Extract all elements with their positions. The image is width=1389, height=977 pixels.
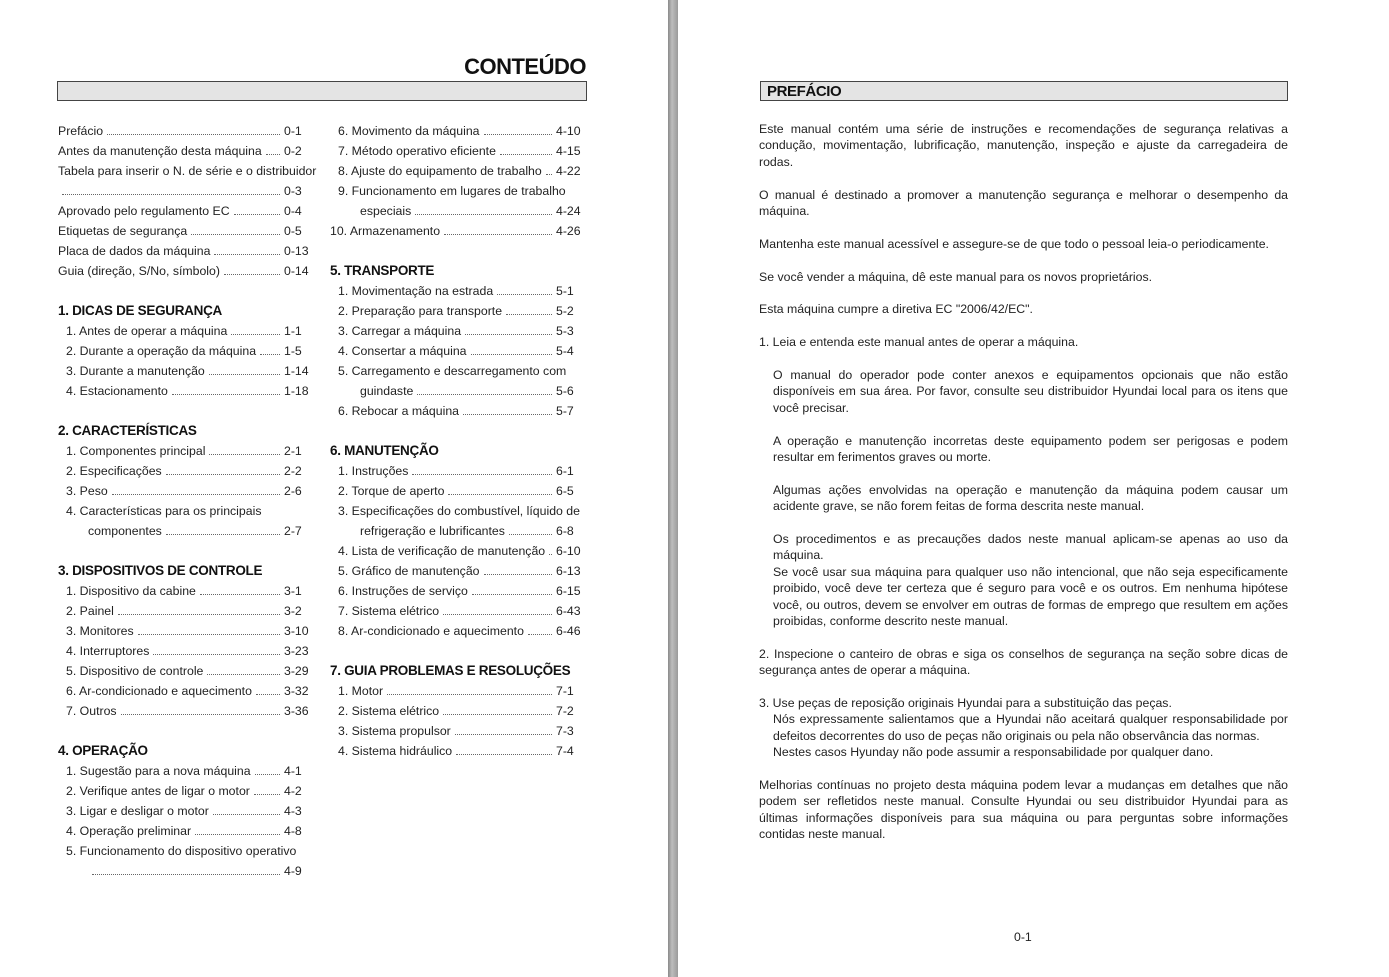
- preface-title: PREFÁCIO: [767, 83, 842, 100]
- toc-entry-page: 4-15: [556, 144, 581, 158]
- toc-section-heading: 5. TRANSPORTE: [330, 263, 435, 278]
- toc-entry[interactable]: [330, 281, 586, 301]
- toc-entry-label: 7. Outros: [66, 704, 117, 718]
- toc-entry-page: 7-2: [556, 704, 574, 718]
- toc-entry-page: 3-1: [284, 584, 302, 598]
- toc-entry[interactable]: [330, 621, 586, 641]
- preface-paragraph: Melhorias contínuas no projeto desta máquina podem levar a mudanças em detalhes que não podem ser refletidos neste manual. Consulte Hyundai ou seu distribuidor Hyundai para as últimas informações disponíveis para sua máquina ou para perguntas sobre informações contidas neste manual.: [759, 778, 1288, 842]
- toc-entry-page: 6-13: [556, 564, 581, 578]
- toc-entry[interactable]: [330, 581, 586, 601]
- toc-entry-label: 4. Interruptores: [66, 644, 150, 658]
- toc-entry-label: Tabela para inserir o N. de série e o distribuidor: [58, 164, 317, 178]
- toc-leader-dots: [107, 133, 280, 135]
- toc-leader-dots: [546, 173, 552, 175]
- preface-paragraph: Se você usar sua máquina para qualquer uso não intencional, que não seja especificamente proibido, você deve ter certeza que é seguro para você e os outros. Em nenhuma hipótese você, ou outros, devem se envolver em outras de formas de emprego que resultem em ações proibidas, conforme descrito neste manual.: [773, 564, 1288, 629]
- toc-entry[interactable]: [58, 861, 314, 881]
- toc-entry[interactable]: [330, 301, 586, 321]
- toc-entry[interactable]: [58, 801, 314, 821]
- toc-leader-dots: [254, 793, 280, 795]
- toc-entry-label: 4. Lista de verificação de manutenção: [338, 544, 546, 558]
- toc-entry-page: 2-7: [284, 524, 302, 538]
- toc-entry-page: 2-2: [284, 464, 302, 478]
- toc-entry-label: 1. Antes de operar a máquina: [66, 324, 228, 338]
- toc-entry-page: 5-7: [556, 404, 574, 418]
- toc-title: CONTEÚDO: [464, 54, 586, 79]
- toc-leader-dots: [417, 393, 552, 395]
- preface-body: [759, 121, 1288, 859]
- toc-leader-dots: [224, 273, 280, 275]
- toc-leader-dots: [207, 673, 280, 675]
- toc-section-heading: 3. DISPOSITIVOS DE CONTROLE: [58, 563, 263, 578]
- toc-leader-dots: [500, 153, 552, 155]
- toc-entry-label: 2. Torque de aperto: [338, 484, 445, 498]
- toc-leader-dots: [255, 773, 280, 775]
- toc-leader-dots: [256, 693, 280, 695]
- toc-leader-dots: [497, 293, 552, 295]
- toc-leader-dots: [506, 313, 552, 315]
- toc-entry[interactable]: [58, 821, 314, 841]
- preface-paragraph: Este manual contém uma série de instruções e recomendações de segurança relativas a condução, movimentação, lubrificação, manutenção, inspeção e ajuste da carregadeira de rodas.: [759, 122, 1288, 169]
- preface-paragraph: 3. Use peças de reposição originais Hyundai para a substituição das peças.: [759, 696, 1172, 711]
- toc-entry[interactable]: [58, 321, 314, 341]
- toc-entry-page: 1-18: [284, 384, 309, 398]
- toc-entry[interactable]: [58, 221, 314, 241]
- toc-leader-dots: [118, 613, 280, 615]
- toc-entry-label: 3. Durante a manutenção: [66, 364, 205, 378]
- toc-leader-dots: [463, 413, 552, 415]
- preface-paragraph: Algumas ações envolvidas na operação e manutenção da máquina podem causar um acidente grave, se não forem feitas de forma descrita neste manual.: [773, 482, 1288, 514]
- toc-leader-dots: [62, 193, 280, 195]
- toc-entry[interactable]: [58, 341, 314, 361]
- toc-entry-label: 3. Sistema propulsor: [338, 724, 451, 738]
- toc-column-1: [58, 121, 317, 881]
- toc-leader-dots: [260, 353, 280, 355]
- toc-entry[interactable]: [58, 641, 314, 661]
- toc-entry[interactable]: [330, 601, 586, 621]
- toc-entry[interactable]: [330, 321, 586, 341]
- toc-entry[interactable]: [330, 481, 586, 501]
- toc-entry-page: 6-10: [556, 544, 581, 558]
- toc-entry[interactable]: [330, 141, 586, 161]
- toc-entry[interactable]: [330, 461, 586, 481]
- toc-entry-label: 7. Sistema elétrico: [338, 604, 440, 618]
- toc-entry-page: 5-2: [556, 304, 574, 318]
- toc-entry-label: 2. Painel: [66, 604, 114, 618]
- toc-entry[interactable]: [58, 441, 314, 461]
- toc-entry[interactable]: [58, 161, 317, 181]
- preface-paragraph: 1. Leia e entenda este manual antes de operar a máquina.: [759, 335, 1079, 350]
- preface-paragraph: Mantenha este manual acessível e assegure-se de que todo o pessoal leia-o periodicamente.: [759, 236, 1269, 251]
- toc-entry-label: 8. Ajuste do equipamento de trabalho: [338, 164, 542, 178]
- toc-entry[interactable]: [330, 181, 586, 201]
- toc-leader-dots: [444, 233, 552, 235]
- preface-paragraph: O manual do operador pode conter anexos e equipamentos opcionais que não estão disponíveis em sua área. Por favor, consulte seu distribuidor Hyundai local para os itens que você precisar.: [773, 368, 1288, 415]
- toc-entry[interactable]: [58, 761, 314, 781]
- toc-spacer: [330, 421, 586, 441]
- preface-paragraph: Se você vender a máquina, dê este manual para os novos proprietários.: [759, 269, 1153, 284]
- toc-entry-page: 4-8: [284, 824, 302, 838]
- toc-leader-dots: [465, 333, 552, 335]
- toc-entry-label: 1. Componentes principal: [66, 444, 206, 458]
- toc-entry-page: 4-22: [556, 164, 581, 178]
- toc-leader-dots: [153, 653, 280, 655]
- toc-entry-page: 1-5: [284, 344, 302, 358]
- toc-entry-label: 2. Especificações: [66, 464, 162, 478]
- toc-entry[interactable]: [330, 501, 586, 521]
- toc-entry-page: 4-3: [284, 804, 302, 818]
- toc-entry-page: 5-6: [556, 384, 574, 398]
- toc-leader-dots: [266, 153, 280, 155]
- preface-paragraph: O manual é destinado a promover a manutenção segurança e melhorar o desempenho da máquina.: [759, 187, 1288, 219]
- toc-entry-label: 3. Carregar a máquina: [338, 324, 462, 338]
- preface-paragraph: 2. Inspecione o canteiro de obras e siga os conselhos de segurança na seção sobre dicas de segurança antes de operar a máquina.: [759, 646, 1288, 678]
- preface-page: [678, 0, 1389, 977]
- toc-entry-label: 4. Características para os principais: [66, 504, 262, 518]
- toc-entry-label: 3. Monitores: [66, 624, 134, 638]
- toc-leader-dots: [172, 393, 280, 395]
- toc-leader-dots: [456, 753, 552, 755]
- toc-entry[interactable]: [58, 701, 314, 721]
- toc-entry-label: 9. Funcionamento em lugares de trabalho: [338, 184, 566, 198]
- toc-entry-label: Guia (direção, S/No, símbolo): [58, 264, 220, 278]
- toc-section-heading: 1. DICAS DE SEGURANÇA: [58, 303, 222, 318]
- toc-leader-dots: [455, 733, 552, 735]
- toc-entry-page: 7-3: [556, 724, 574, 738]
- toc-leader-dots: [92, 873, 280, 875]
- toc-section-heading: 2. CARACTERÍSTICAS: [58, 423, 197, 438]
- preface-paragraph: Nestes casos Hyunday não pode assumir a responsabilidade por qualquer dano.: [773, 745, 1214, 760]
- toc-entry-page: 3-36: [284, 704, 309, 718]
- toc-entry[interactable]: [58, 481, 314, 501]
- toc-entry-label: 6. Ar-condicionado e aquecimento: [66, 684, 252, 698]
- toc-leader-dots: [231, 333, 280, 335]
- toc-entry-page: 6-43: [556, 604, 581, 618]
- toc-entry-page: 3-29: [284, 664, 309, 678]
- toc-entry-label: Prefácio: [58, 124, 104, 138]
- toc-entry-label: 6. Rebocar a máquina: [338, 404, 459, 418]
- toc-spacer: [330, 241, 586, 261]
- toc-entry[interactable]: [58, 501, 314, 521]
- toc-leader-dots: [200, 593, 280, 595]
- toc-spacer: [58, 721, 314, 741]
- toc-entry[interactable]: [58, 781, 314, 801]
- toc-entry-label: Antes da manutenção desta máquina: [58, 144, 262, 158]
- toc-spacer: [58, 541, 314, 561]
- toc-spacer: [58, 281, 314, 301]
- toc-entry[interactable]: [58, 621, 314, 641]
- toc-entry[interactable]: [330, 681, 586, 701]
- page-number: 0-1: [1014, 930, 1032, 944]
- toc-entry-label: 6. Movimento da máquina: [338, 124, 480, 138]
- toc-entry-page: 2-1: [284, 444, 302, 458]
- toc-entry-page: 4-1: [284, 764, 302, 778]
- toc-title-bar: [57, 81, 587, 101]
- toc-entry-label: refrigeração e lubrificantes: [360, 524, 505, 538]
- toc-entry-label: 4. Estacionamento: [66, 384, 168, 398]
- toc-page: [0, 0, 668, 977]
- toc-entry[interactable]: [330, 221, 586, 241]
- toc-entry-label: 2. Verifique antes de ligar o motor: [66, 784, 250, 798]
- toc-leader-dots: [138, 633, 280, 635]
- toc-entry[interactable]: [330, 381, 586, 401]
- toc-entry[interactable]: [330, 161, 586, 181]
- toc-entry[interactable]: [58, 181, 314, 201]
- toc-entry[interactable]: [330, 361, 586, 381]
- toc-entry-page: 5-4: [556, 344, 574, 358]
- toc-entry[interactable]: [58, 841, 314, 861]
- toc-entry-label: especiais: [360, 204, 412, 218]
- toc-entry-page: 0-5: [284, 224, 302, 238]
- toc-leader-dots: [209, 453, 280, 455]
- toc-leader-dots: [443, 713, 552, 715]
- toc-entry-label: 1. Motor: [338, 684, 384, 698]
- toc-entry-label: 8. Ar-condicionado e aquecimento: [338, 624, 524, 638]
- toc-leader-dots: [415, 213, 552, 215]
- toc-entry-page: 2-6: [284, 484, 302, 498]
- toc-entry-label: componentes: [88, 524, 162, 538]
- toc-entry-label: 3. Peso: [66, 484, 108, 498]
- toc-entry[interactable]: [58, 461, 314, 481]
- toc-entry[interactable]: [330, 541, 586, 561]
- toc-leader-dots: [166, 473, 280, 475]
- toc-entry-page: 1-14: [284, 364, 309, 378]
- toc-entry-page: 6-1: [556, 464, 574, 478]
- toc-entry[interactable]: [330, 341, 586, 361]
- toc-entry-page: 4-9: [284, 864, 302, 878]
- preface-paragraph: Nós expressamente salientamos que a Hyundai não aceitará qualquer responsabilidade por defeitos decorrentes do uso de peças não originais ou pela não observância das normas.: [773, 712, 1288, 743]
- toc-leader-dots: [387, 693, 552, 695]
- toc-entry-label: 7. Método operativo eficiente: [338, 144, 496, 158]
- toc-entry-page: 4-26: [556, 224, 581, 238]
- toc-entry-label: 1. Sugestão para a nova máquina: [66, 764, 251, 778]
- toc-entry[interactable]: [330, 701, 586, 721]
- toc-entry-label: 3. Especificações do combustível, líquido de: [338, 504, 580, 518]
- toc-entry[interactable]: [58, 601, 314, 621]
- toc-entry[interactable]: [330, 561, 586, 581]
- preface-paragraph: Esta máquina cumpre a diretiva EC "2006/42/EC".: [759, 302, 1033, 317]
- toc-spacer: [330, 641, 586, 661]
- toc-leader-dots: [166, 533, 280, 535]
- toc-entry-page: 3-2: [284, 604, 302, 618]
- toc-leader-dots: [121, 713, 280, 715]
- toc-entry-label: 10. Armazenamento: [330, 224, 441, 238]
- toc-entry-label: 6. Instruções de serviço: [338, 584, 468, 598]
- toc-entry-page: 0-3: [284, 184, 302, 198]
- toc-entry-page: 0-4: [284, 204, 302, 218]
- toc-entry-label: Aprovado pelo regulamento EC: [58, 204, 230, 218]
- toc-entry-label: 4. Sistema hidráulico: [338, 744, 453, 758]
- toc-entry-page: 5-3: [556, 324, 574, 338]
- toc-entry-label: 1. Instruções: [338, 464, 409, 478]
- toc-entry-label: guindaste: [360, 384, 414, 398]
- toc-column-2: [330, 121, 586, 761]
- toc-entry[interactable]: [58, 261, 314, 281]
- toc-entry[interactable]: [58, 141, 314, 161]
- preface-title-bar: [760, 81, 1288, 101]
- toc-entry-page: 0-13: [284, 244, 309, 258]
- toc-entry-page: 0-14: [284, 264, 309, 278]
- toc-leader-dots: [214, 253, 280, 255]
- book-spine: [668, 0, 678, 977]
- toc-entry[interactable]: [330, 521, 586, 541]
- toc-entry[interactable]: [330, 201, 586, 221]
- toc-entry-label: Placa de dados da máquina: [58, 244, 211, 258]
- toc-entry-page: 0-1: [284, 124, 302, 138]
- toc-leader-dots: [549, 553, 552, 555]
- toc-entry[interactable]: [330, 401, 586, 421]
- toc-entry-label: 2. Preparação para transporte: [338, 304, 503, 318]
- toc-entry[interactable]: [330, 721, 586, 741]
- toc-leader-dots: [484, 573, 553, 575]
- toc-leader-dots: [195, 833, 280, 835]
- toc-entry-label: 1. Dispositivo da cabine: [66, 584, 196, 598]
- toc-entry[interactable]: [58, 241, 314, 261]
- toc-entry[interactable]: [58, 521, 314, 541]
- toc-entry-label: 5. Gráfico de manutenção: [338, 564, 480, 578]
- toc-entry-label: 4. Operação preliminar: [66, 824, 192, 838]
- toc-entry-page: 3-23: [284, 644, 309, 658]
- toc-entry-page: 6-15: [556, 584, 581, 598]
- preface-paragraph: A operação e manutenção incorretas deste equipamento podem ser perigosas e podem resultar em ferimentos graves ou morte.: [773, 433, 1288, 465]
- toc-leader-dots: [448, 493, 552, 495]
- toc-entry-label: 5. Funcionamento do dispositivo operativo: [66, 844, 297, 858]
- toc-entry-page: 1-1: [284, 324, 302, 338]
- toc-leader-dots: [112, 493, 280, 495]
- toc-entry-label: 3. Ligar e desligar o motor: [66, 804, 209, 818]
- toc-leader-dots: [412, 473, 552, 475]
- toc-entry[interactable]: [58, 661, 314, 681]
- toc-entry-label: 2. Durante a operação da máquina: [66, 344, 257, 358]
- toc-entry-page: 3-32: [284, 684, 309, 698]
- toc-entry-label: 4. Consertar a máquina: [338, 344, 467, 358]
- toc-entry-page: 0-2: [284, 144, 302, 158]
- toc-entry-label: Etiquetas de segurança: [58, 224, 188, 238]
- toc-entry-label: 1. Movimentação na estrada: [338, 284, 494, 298]
- toc-entry-page: 3-10: [284, 624, 309, 638]
- toc-leader-dots: [213, 813, 280, 815]
- toc-leader-dots: [509, 533, 552, 535]
- toc-entry-page: 4-10: [556, 124, 581, 138]
- toc-entry-label: 2. Sistema elétrico: [338, 704, 440, 718]
- toc-leader-dots: [472, 593, 552, 595]
- toc-entry-page: 6-8: [556, 524, 574, 538]
- toc-entry-page: 4-24: [556, 204, 581, 218]
- toc-entry-label: 5. Dispositivo de controle: [66, 664, 204, 678]
- toc-leader-dots: [471, 353, 552, 355]
- preface-paragraph: Os procedimentos e as precauções dados neste manual aplicam-se apenas ao uso da máquina.: [773, 532, 1288, 563]
- toc-entry[interactable]: [58, 381, 314, 401]
- toc-entry-page: 4-2: [284, 784, 302, 798]
- toc-leader-dots: [234, 213, 280, 215]
- toc-entry-page: 6-46: [556, 624, 581, 638]
- toc-section-heading: 7. GUIA PROBLEMAS E RESOLUÇÕES: [330, 663, 571, 678]
- toc-section-heading: 4. OPERAÇÃO: [58, 743, 148, 758]
- toc-entry[interactable]: [58, 361, 314, 381]
- toc-spacer: [58, 401, 314, 421]
- toc-section-heading: 6. MANUTENÇÃO: [330, 443, 439, 458]
- toc-leader-dots: [191, 233, 280, 235]
- toc-entry-page: 7-4: [556, 744, 574, 758]
- toc-entry[interactable]: [58, 201, 314, 221]
- toc-leader-dots: [484, 133, 553, 135]
- toc-leader-dots: [443, 613, 552, 615]
- toc-leader-dots: [528, 633, 552, 635]
- toc-entry-page: 5-1: [556, 284, 574, 298]
- toc-entry[interactable]: [58, 581, 314, 601]
- toc-entry[interactable]: [330, 121, 586, 141]
- toc-entry[interactable]: [330, 741, 586, 761]
- toc-entry-page: 7-1: [556, 684, 574, 698]
- toc-entry-label: 5. Carregamento e descarregamento com: [338, 364, 567, 378]
- toc-leader-dots: [209, 373, 280, 375]
- toc-entry-page: 6-5: [556, 484, 574, 498]
- toc-entry[interactable]: [58, 681, 314, 701]
- toc-entry[interactable]: [58, 121, 314, 141]
